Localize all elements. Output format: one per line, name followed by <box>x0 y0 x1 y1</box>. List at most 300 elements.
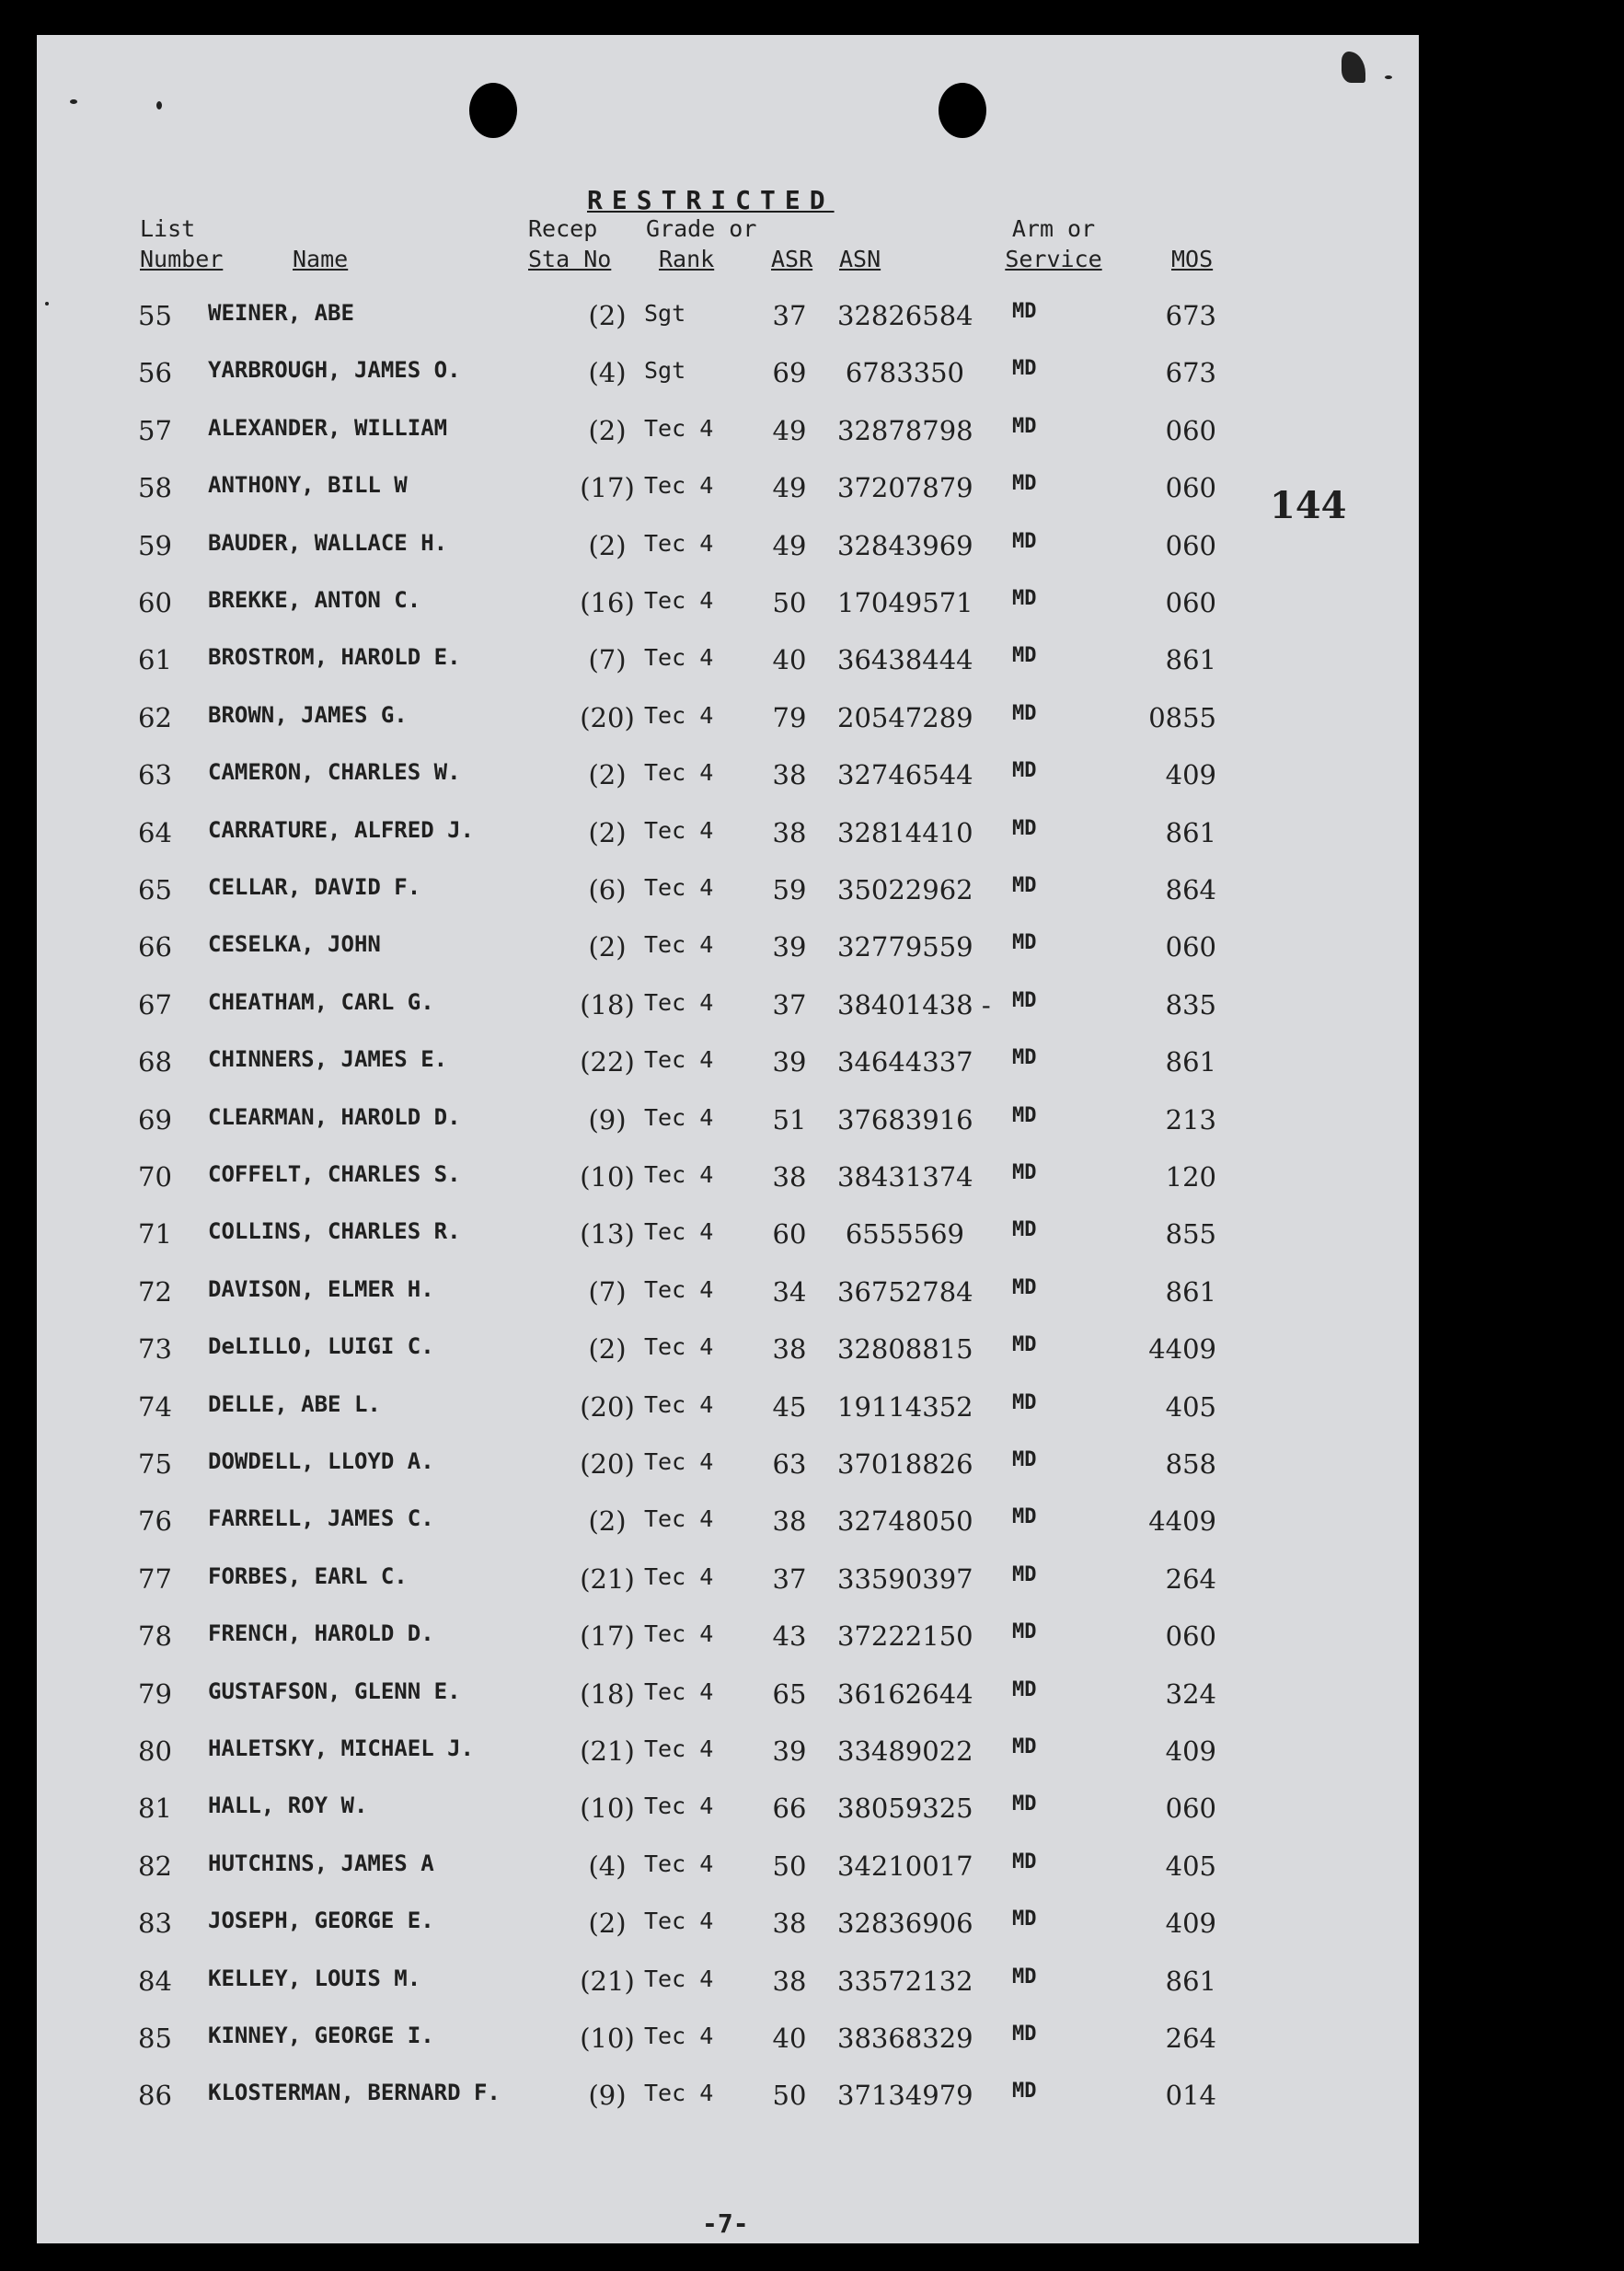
mos-code: 060 <box>1165 931 1216 963</box>
recep-sta-no: (10) <box>580 1793 635 1825</box>
mos-code: 861 <box>1165 1046 1216 1078</box>
table-row <box>37 702 1419 739</box>
army-serial-number: 32878798 <box>837 414 973 446</box>
grade-rank: Tec 4 <box>644 1046 714 1074</box>
army-serial-number: 37683916 <box>837 1103 973 1136</box>
person-name: CAMERON, CHARLES W. <box>208 759 461 786</box>
header-arm-label: Arm or <box>1011 215 1096 242</box>
arm-service: MD <box>1012 1218 1037 1242</box>
list-number: 78 <box>138 1620 172 1653</box>
list-number: 79 <box>138 1677 172 1710</box>
person-name: FRENCH, HAROLD D. <box>208 1620 434 1647</box>
recep-sta-no: (17) <box>580 1620 635 1653</box>
asr-score: 50 <box>772 587 807 618</box>
asr-score: 38 <box>772 1161 807 1193</box>
table-row <box>37 300 1419 337</box>
header-asn-label: ASN <box>839 246 881 272</box>
army-serial-number: 32746544 <box>837 759 973 791</box>
table-row <box>37 1505 1419 1542</box>
table-row <box>37 1966 1419 2002</box>
arm-service: MD <box>1012 1103 1037 1127</box>
asr-score: 79 <box>772 701 807 733</box>
asr-score: 51 <box>772 1103 807 1136</box>
recep-sta-no: (2) <box>588 1333 627 1366</box>
grade-rank: Tec 4 <box>644 1735 714 1762</box>
person-name: CHEATHAM, CARL G. <box>208 988 434 1015</box>
asr-score: 39 <box>772 1735 807 1767</box>
army-serial-number: 37222150 <box>837 1620 973 1653</box>
grade-rank: Tec 4 <box>644 1275 714 1303</box>
mos-code: 673 <box>1165 357 1216 389</box>
arm-service: MD <box>1012 1448 1037 1471</box>
person-name: YARBROUGH, JAMES O. <box>208 357 461 384</box>
header-mos <box>1171 244 1213 274</box>
recep-sta-no: (16) <box>580 587 635 618</box>
recep-sta-no: (22) <box>580 1046 635 1078</box>
asr-score: 37 <box>772 1562 807 1595</box>
person-name: CARRATURE, ALFRED J. <box>208 816 474 843</box>
arm-service: MD <box>1012 1850 1037 1873</box>
army-serial-number: 19114352 <box>837 1390 973 1423</box>
mos-code: 060 <box>1165 587 1216 618</box>
mos-code: 014 <box>1165 2080 1216 2112</box>
arm-service: MD <box>1012 874 1037 897</box>
mos-code: 409 <box>1165 1735 1216 1767</box>
list-number: 63 <box>138 759 172 791</box>
table-row <box>37 1104 1419 1141</box>
asr-score: 38 <box>772 1505 807 1538</box>
table-row <box>37 1218 1419 1255</box>
mos-code: 324 <box>1165 1677 1216 1710</box>
mos-code: 858 <box>1165 1448 1216 1480</box>
grade-rank: Tec 4 <box>644 1677 714 1705</box>
person-name: DELLE, ABE L. <box>208 1390 381 1417</box>
asr-score: 49 <box>772 529 807 561</box>
recep-sta-no: (2) <box>588 1908 627 1940</box>
recep-sta-no: (18) <box>580 1677 635 1710</box>
header-asr <box>771 244 812 274</box>
header-list-label: List <box>140 215 196 242</box>
grade-rank: Tec 4 <box>644 1505 714 1533</box>
person-name: ANTHONY, BILL W <box>208 472 408 499</box>
mos-code: 060 <box>1165 529 1216 561</box>
army-serial-number: 38368329 <box>837 2023 973 2054</box>
grade-rank: Tec 4 <box>644 1562 714 1590</box>
asr-score: 39 <box>772 1046 807 1078</box>
mos-code: 120 <box>1165 1161 1216 1193</box>
recep-sta-no: (4) <box>588 1850 627 1882</box>
list-number: 74 <box>138 1390 172 1423</box>
person-name: DeLILLO, LUIGI C. <box>208 1333 434 1360</box>
arm-service: MD <box>1012 472 1037 496</box>
list-number: 76 <box>138 1505 172 1538</box>
arm-service: MD <box>1012 1677 1037 1701</box>
arm-service: MD <box>1012 1562 1037 1586</box>
asr-score: 40 <box>772 644 807 676</box>
arm-service: MD <box>1012 701 1037 725</box>
table-row <box>37 759 1419 796</box>
person-name: CELLAR, DAVID F. <box>208 874 421 900</box>
army-serial-number: 6783350 <box>845 357 964 389</box>
asr-score: 50 <box>772 1850 807 1882</box>
header-recep <box>528 213 611 274</box>
arm-service: MD <box>1012 1908 1037 1931</box>
mos-code: 264 <box>1165 2023 1216 2054</box>
header-asn <box>839 244 881 274</box>
person-name: DOWDELL, LLOYD A. <box>208 1448 434 1474</box>
list-number: 83 <box>138 1908 172 1940</box>
mos-code: 060 <box>1165 1793 1216 1825</box>
arm-service: MD <box>1012 1793 1037 1816</box>
mos-code: 0855 <box>1148 701 1216 733</box>
list-number: 84 <box>138 1965 172 1997</box>
table-row <box>37 1735 1419 1772</box>
list-number: 75 <box>138 1448 172 1480</box>
list-number: 66 <box>138 931 172 963</box>
arm-service: MD <box>1012 1333 1037 1357</box>
recep-sta-no: (9) <box>588 1103 627 1136</box>
army-serial-number: 32836906 <box>837 1908 973 1940</box>
arm-service: MD <box>1012 816 1037 840</box>
table-row <box>37 931 1419 968</box>
grade-rank: Tec 4 <box>644 931 714 959</box>
army-serial-number: 34210017 <box>837 1850 973 1882</box>
table-row <box>37 1850 1419 1887</box>
header-arm <box>994 213 1113 274</box>
person-name: GUSTAFSON, GLENN E. <box>208 1677 461 1704</box>
arm-service: MD <box>1012 1046 1037 1070</box>
asr-score: 38 <box>772 1333 807 1366</box>
list-number: 67 <box>138 988 172 1020</box>
recep-sta-no: (7) <box>588 644 627 676</box>
grade-rank: Tec 4 <box>644 2023 714 2049</box>
grade-rank: Tec 4 <box>644 2080 714 2107</box>
table-row <box>37 1620 1419 1657</box>
grade-rank: Tec 4 <box>644 816 714 844</box>
asr-score: 39 <box>772 931 807 963</box>
list-number: 62 <box>138 701 172 733</box>
header-recep-label: Recep <box>528 215 598 242</box>
arm-service: MD <box>1012 1965 1037 1989</box>
mos-code: 060 <box>1165 472 1216 504</box>
list-number: 59 <box>138 529 172 561</box>
mos-code: 861 <box>1165 1965 1216 1997</box>
recep-sta-no: (2) <box>588 414 627 446</box>
grade-rank: Tec 4 <box>644 874 714 901</box>
mos-code: 405 <box>1165 1390 1216 1423</box>
list-number: 64 <box>138 816 172 848</box>
list-number: 70 <box>138 1161 172 1193</box>
table-row <box>37 644 1419 681</box>
table-row <box>37 1276 1419 1313</box>
recep-sta-no: (2) <box>588 759 627 791</box>
grade-rank: Tec 4 <box>644 1103 714 1131</box>
recep-sta-no: (17) <box>580 472 635 504</box>
table-row <box>37 1793 1419 1829</box>
recep-sta-no: (4) <box>588 357 627 389</box>
arm-service: MD <box>1012 1620 1037 1644</box>
asr-score: 37 <box>772 988 807 1020</box>
mos-code: 4409 <box>1148 1333 1216 1366</box>
header-grade <box>646 213 756 274</box>
recep-sta-no: (20) <box>580 701 635 733</box>
person-name: HUTCHINS, JAMES A <box>208 1850 434 1876</box>
list-number: 77 <box>138 1562 172 1595</box>
mos-code: 861 <box>1165 644 1216 676</box>
table-row <box>37 817 1419 854</box>
grade-rank: Tec 4 <box>644 472 714 500</box>
table-row <box>37 1448 1419 1485</box>
mos-code: 861 <box>1165 816 1216 848</box>
recep-sta-no: (2) <box>588 931 627 963</box>
person-name: HALETSKY, MICHAEL J. <box>208 1735 474 1761</box>
grade-rank: Tec 4 <box>644 1333 714 1361</box>
arm-service: MD <box>1012 931 1037 955</box>
list-number: 81 <box>138 1793 172 1825</box>
army-serial-number: 32748050 <box>837 1505 973 1538</box>
recep-sta-no: (7) <box>588 1275 627 1308</box>
arm-service: MD <box>1012 414 1037 438</box>
grade-rank: Tec 4 <box>644 759 714 787</box>
army-serial-number: 32826584 <box>837 300 973 331</box>
arm-service: MD <box>1012 1390 1037 1414</box>
list-number: 55 <box>138 300 172 331</box>
asr-score: 38 <box>772 1965 807 1997</box>
asr-score: 63 <box>772 1448 807 1480</box>
arm-service: MD <box>1012 300 1037 323</box>
mos-code: 855 <box>1165 1218 1216 1251</box>
recep-sta-no: (20) <box>580 1448 635 1480</box>
arm-service: MD <box>1012 988 1037 1012</box>
table-row <box>37 530 1419 567</box>
mos-code: 264 <box>1165 1562 1216 1595</box>
recep-sta-no: (9) <box>588 2080 627 2112</box>
mos-code: 4409 <box>1148 1505 1216 1538</box>
army-serial-number: 6555569 <box>845 1218 964 1251</box>
asr-score: 49 <box>772 414 807 446</box>
table-row <box>37 415 1419 452</box>
recep-sta-no: (10) <box>580 1161 635 1193</box>
army-serial-number: 38059325 <box>837 1793 973 1825</box>
grade-rank: Tec 4 <box>644 414 714 442</box>
arm-service: MD <box>1012 1275 1037 1299</box>
recep-sta-no: (6) <box>588 874 627 905</box>
table-row <box>37 1908 1419 1944</box>
table-row <box>37 989 1419 1026</box>
list-number: 69 <box>138 1103 172 1136</box>
table-row <box>37 2080 1419 2116</box>
asr-score: 59 <box>772 874 807 905</box>
header-list-number <box>140 213 223 274</box>
header-mos-label: MOS <box>1171 246 1214 272</box>
table-row <box>37 2023 1419 2059</box>
arm-service: MD <box>1012 759 1037 783</box>
army-serial-number: 32843969 <box>837 529 973 561</box>
army-serial-number: 33489022 <box>837 1735 973 1767</box>
grade-rank: Tec 4 <box>644 587 714 614</box>
mos-code: 864 <box>1165 874 1216 905</box>
list-number: 72 <box>138 1275 172 1308</box>
person-name: FARRELL, JAMES C. <box>208 1505 434 1532</box>
grade-rank: Tec 4 <box>644 1448 714 1475</box>
mos-code: 835 <box>1165 988 1216 1020</box>
grade-rank: Tec 4 <box>644 1390 714 1418</box>
list-number: 57 <box>138 414 172 446</box>
person-name: KELLEY, LOUIS M. <box>208 1965 421 1991</box>
list-number: 86 <box>138 2080 172 2112</box>
recep-sta-no: (2) <box>588 300 627 331</box>
person-name: JOSEPH, GEORGE E. <box>208 1908 434 1934</box>
list-number: 85 <box>138 2023 172 2054</box>
list-number: 60 <box>138 587 172 618</box>
person-name: COLLINS, CHARLES R. <box>208 1218 461 1245</box>
army-serial-number: 32814410 <box>837 816 973 848</box>
arm-service: MD <box>1012 1505 1037 1529</box>
arm-service: MD <box>1012 1161 1037 1184</box>
asr-score: 69 <box>772 357 807 389</box>
person-name: COFFELT, CHARLES S. <box>208 1161 461 1187</box>
person-name: KINNEY, GEORGE I. <box>208 2023 434 2048</box>
table-row <box>37 1563 1419 1600</box>
person-name: BROSTROM, HAROLD E. <box>208 644 461 671</box>
mos-code: 060 <box>1165 1620 1216 1653</box>
person-name: FORBES, EARL C. <box>208 1562 408 1589</box>
person-name: CHINNERS, JAMES E. <box>208 1046 448 1073</box>
mos-code: 213 <box>1165 1103 1216 1136</box>
person-name: ALEXANDER, WILLIAM <box>208 414 448 441</box>
asr-score: 38 <box>772 816 807 848</box>
grade-rank: Tec 4 <box>644 1908 714 1935</box>
army-serial-number: 32779559 <box>837 931 973 963</box>
person-name: BAUDER, WALLACE H. <box>208 529 448 556</box>
asr-score: 38 <box>772 759 807 791</box>
grade-rank: Tec 4 <box>644 529 714 557</box>
mos-code: 409 <box>1165 759 1216 791</box>
table-row <box>37 1678 1419 1715</box>
mos-code: 409 <box>1165 1908 1216 1940</box>
mos-code: 673 <box>1165 300 1216 331</box>
table-row <box>37 874 1419 911</box>
table-row <box>37 1046 1419 1083</box>
recep-sta-no: (10) <box>580 2023 635 2054</box>
grade-rank: Tec 4 <box>644 1161 714 1188</box>
army-serial-number: 17049571 <box>837 587 973 618</box>
punch-hole <box>939 83 986 138</box>
person-name: WEINER, ABE <box>208 300 354 326</box>
asr-score: 43 <box>772 1620 807 1653</box>
header-name-label: Name <box>293 246 349 272</box>
army-serial-number: 33572132 <box>837 1965 973 1997</box>
army-serial-number: 33590397 <box>837 1562 973 1595</box>
army-serial-number: 36162644 <box>837 1677 973 1710</box>
paper-speck <box>1385 75 1392 79</box>
recep-sta-no: (21) <box>580 1965 635 1997</box>
asr-score: 65 <box>772 1677 807 1710</box>
header-asr-label: ASR <box>771 246 813 272</box>
header-service-label: Service <box>1005 246 1102 272</box>
arm-service: MD <box>1012 1735 1037 1758</box>
army-serial-number: 38401438 - <box>837 988 991 1020</box>
recep-sta-no: (20) <box>580 1390 635 1423</box>
asr-score: 66 <box>772 1793 807 1825</box>
person-name: BROWN, JAMES G. <box>208 701 408 728</box>
grade-rank: Tec 4 <box>644 1620 714 1648</box>
table-row <box>37 472 1419 509</box>
army-serial-number: 20547289 <box>837 701 973 733</box>
arm-service: MD <box>1012 2023 1037 2046</box>
grade-rank: Tec 4 <box>644 701 714 729</box>
person-name: CESELKA, JOHN <box>208 931 381 958</box>
arm-service: MD <box>1012 2080 1037 2104</box>
recep-sta-no: (21) <box>580 1562 635 1595</box>
list-number: 65 <box>138 874 172 905</box>
army-serial-number: 36438444 <box>837 644 973 676</box>
arm-service: MD <box>1012 644 1037 668</box>
recep-sta-no: (2) <box>588 529 627 561</box>
table-row <box>37 587 1419 624</box>
army-serial-number: 34644337 <box>837 1046 973 1078</box>
header-number-label: Number <box>140 246 224 272</box>
army-serial-number: 35022962 <box>837 874 973 905</box>
mos-code: 861 <box>1165 1275 1216 1308</box>
asr-score: 40 <box>772 2023 807 2054</box>
list-number: 82 <box>138 1850 172 1882</box>
list-number: 73 <box>138 1333 172 1366</box>
grade-rank: Sgt <box>644 300 686 327</box>
list-number: 71 <box>138 1218 172 1251</box>
table-row <box>37 1391 1419 1428</box>
person-name: DAVISON, ELMER H. <box>208 1275 434 1302</box>
grade-rank: Tec 4 <box>644 988 714 1016</box>
grade-rank: Tec 4 <box>644 1218 714 1246</box>
list-number: 56 <box>138 357 172 389</box>
list-number: 58 <box>138 472 172 504</box>
arm-service: MD <box>1012 529 1037 553</box>
army-serial-number: 38431374 <box>837 1161 973 1193</box>
mos-code: 405 <box>1165 1850 1216 1882</box>
restricted-heading: RESTRICTED <box>587 185 835 215</box>
person-name: BREKKE, ANTON C. <box>208 587 421 613</box>
table-row <box>37 1161 1419 1198</box>
grade-rank: Tec 4 <box>644 644 714 672</box>
recep-sta-no: (18) <box>580 988 635 1020</box>
arm-service: MD <box>1012 357 1037 381</box>
grade-rank: Tec 4 <box>644 1793 714 1820</box>
asr-score: 60 <box>772 1218 807 1251</box>
asr-score: 50 <box>772 2080 807 2112</box>
army-serial-number: 36752784 <box>837 1275 973 1308</box>
army-serial-number: 37207879 <box>837 472 973 504</box>
grade-rank: Tec 4 <box>644 1965 714 1992</box>
table-row <box>37 357 1419 394</box>
paper-speck <box>156 101 162 110</box>
list-number: 68 <box>138 1046 172 1078</box>
person-name: CLEARMAN, HAROLD D. <box>208 1103 461 1130</box>
page-number: -7- <box>702 2208 749 2239</box>
person-name: HALL, ROY W. <box>208 1793 368 1819</box>
grade-rank: Sgt <box>644 357 686 385</box>
asr-score: 34 <box>772 1275 807 1308</box>
paper-speck <box>70 99 77 104</box>
header-grade-label: Grade or <box>646 215 757 242</box>
asr-score: 38 <box>772 1908 807 1940</box>
header-name <box>293 244 348 274</box>
page-stamp-number: 144 <box>1270 484 1347 527</box>
recep-sta-no: (2) <box>588 816 627 848</box>
list-number: 61 <box>138 644 172 676</box>
army-serial-number: 37134979 <box>837 2080 973 2112</box>
recep-sta-no: (2) <box>588 1505 627 1538</box>
